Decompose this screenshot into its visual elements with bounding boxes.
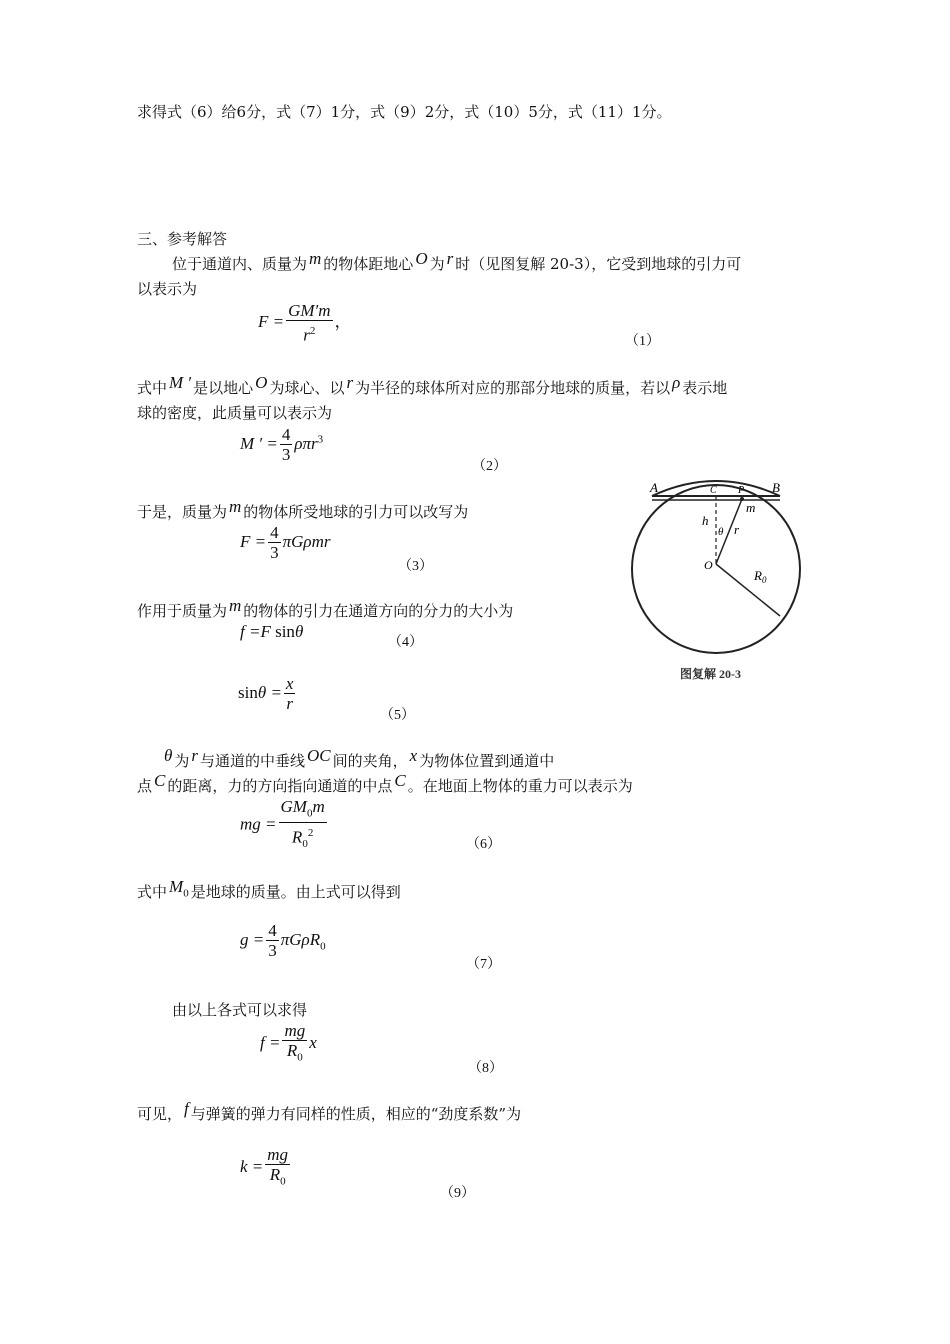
figure-earth-tunnel <box>622 472 812 687</box>
label-O: O <box>704 558 713 572</box>
label-P: P <box>738 485 745 496</box>
intro-line-1: 位于通道内、质量为 m 的物体距地心 O 为 r 时（见图复解 20-3），它受到地球的引力可 <box>172 249 742 273</box>
intro-line-2: 以表示为 <box>137 280 198 298</box>
label-R0: $R_0$ <box>754 568 767 585</box>
equation-1: F = $\frac{GM'm}{r^2}$ ， <box>258 301 352 345</box>
figure-diagram <box>622 472 812 687</box>
label-r: r <box>734 522 740 537</box>
equation-label-2: （2） <box>472 459 507 474</box>
equation-9: k = $\frac{mg}{R_0}$ <box>240 1145 289 1188</box>
paragraph-angle-line-2: 点 C 的距离，力的方向指向通道的中点 C 。在地面上物体的重力可以表示为 <box>137 771 633 795</box>
figure-caption: 图复解 20-3 <box>680 667 741 681</box>
equation-label-1: （1） <box>625 334 660 349</box>
equation-8: f = $\frac{mg}{R_0}$ x <box>260 1021 317 1064</box>
equation-7: g = $\frac{4}{3}$ πGρR$_0$ <box>240 921 326 960</box>
equation-6: mg = $\frac{GM_0m}{R_0^2}$ <box>240 797 325 851</box>
point-p <box>740 497 744 501</box>
equation-label-6: （6） <box>466 837 501 852</box>
paragraph-earth-mass: 式中 $M_0$ 是地球的质量。由上式可以得到 <box>137 877 401 901</box>
label-h: h <box>702 513 709 528</box>
paragraph-derive: 由以上各式可以求得 <box>172 1001 308 1019</box>
paragraph-component: 作用于质量为 m 的物体的引力在通道方向的分力的大小为 <box>137 596 514 620</box>
equation-label-7: （7） <box>466 957 501 972</box>
label-B: B <box>772 480 780 495</box>
paragraph-force-rewrite: 于是，质量为 m 的物体所受地球的引力可以改写为 <box>137 497 469 521</box>
label-A: A <box>650 480 658 495</box>
equation-4: f =F sinθ <box>240 622 304 641</box>
radius-r0-line <box>716 564 780 616</box>
label-theta: θ <box>718 526 724 538</box>
equation-label-5: （5） <box>380 708 415 723</box>
paragraph-spring: 可见， f 与弹簧的弹力有同样的性质，相应的“劲度系数”为 <box>137 1099 522 1123</box>
paragraph-mass-line-1: 式中 M ′ 是以地心 O 为球心、以 r 为半径的球体所对应的那部分地球的质量，若以 ρ 表示地 <box>137 373 728 397</box>
label-m: m <box>746 500 756 515</box>
scoring-line: 求得式（6）给6分，式（7）1分，式（9）2分，式（10）5分，式（11）1分。 <box>137 103 672 121</box>
equation-label-3: （3） <box>398 559 433 574</box>
paragraph-mass-line-2: 球的密度，此质量可以表示为 <box>137 404 333 422</box>
equation-label-8: （8） <box>468 1061 503 1076</box>
section-title: 三、参考解答 <box>137 230 228 248</box>
equation-5: sinθ = $\frac{x}{r}$ <box>238 674 294 713</box>
equation-3: F = $\frac{4}{3}$ πGρmr <box>240 523 331 562</box>
equation-2: M ′ = $\frac{4}{3}$ ρπr$^3$ <box>240 425 324 464</box>
label-C: C <box>710 485 717 496</box>
paragraph-angle-line-1: θ 为 r 与通道的中垂线 OC 间的夹角， x 为物体位置到通道中 <box>164 746 555 770</box>
equation-label-4: （4） <box>388 635 423 650</box>
equation-label-9: （9） <box>440 1186 475 1201</box>
